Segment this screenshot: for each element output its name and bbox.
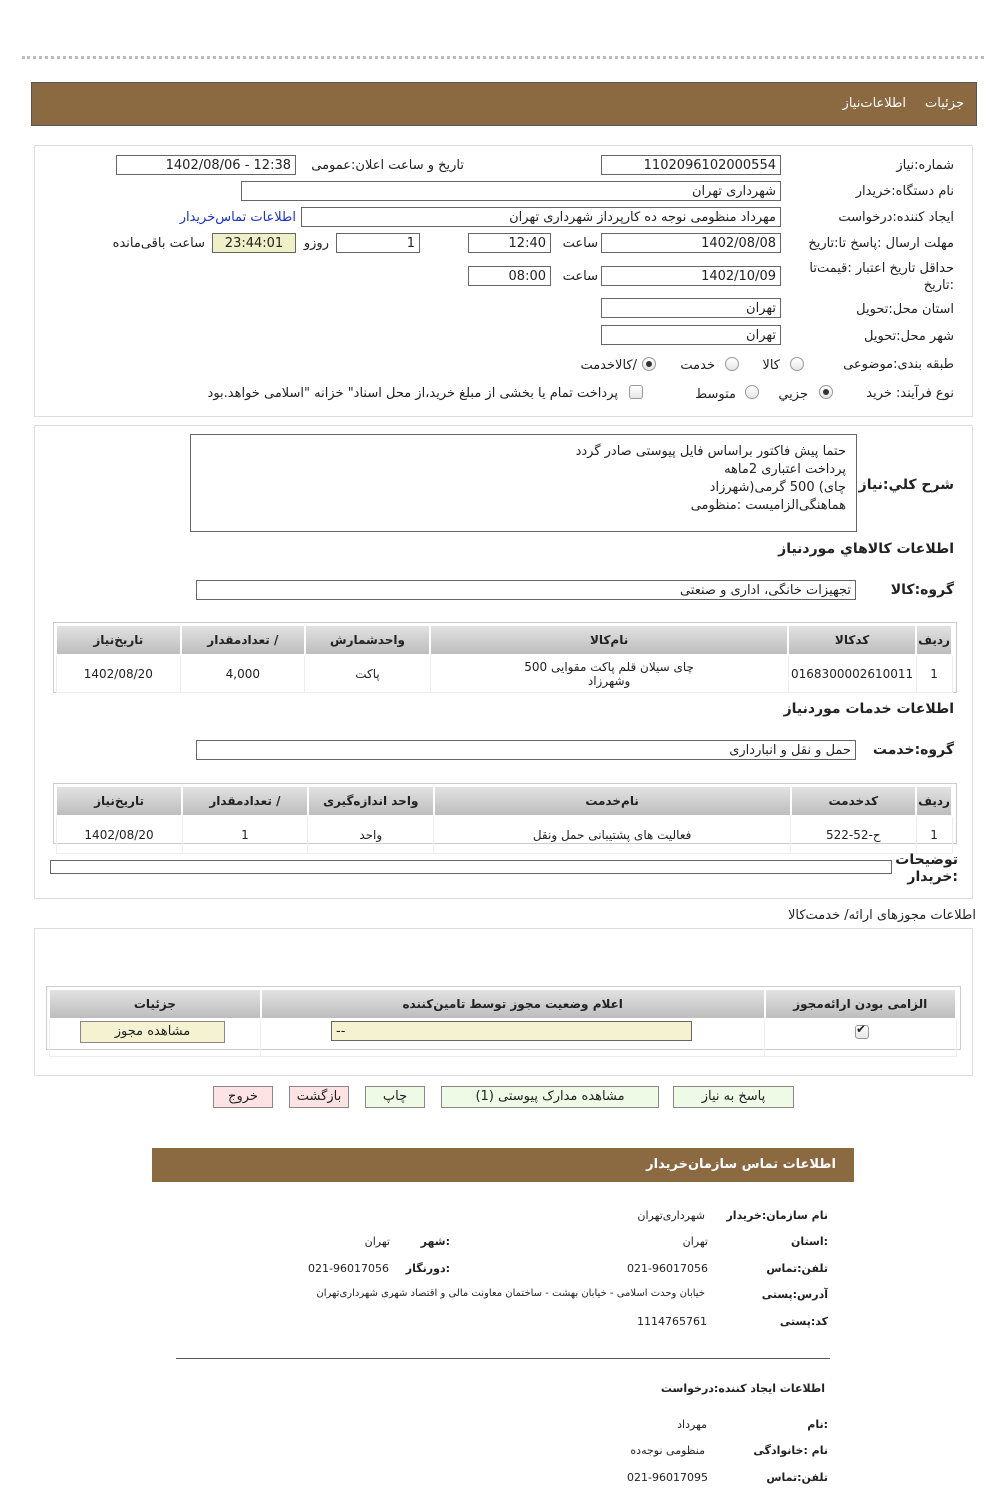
need-number-field: 1102096102000554 — [601, 155, 781, 175]
attachments-button[interactable]: مشاهده مدارک پیوستی (1) — [441, 1086, 659, 1108]
province-contact-value: تهران — [682, 1235, 708, 1248]
process-partial-label: جزیي — [778, 387, 808, 402]
family-value: منظومی نوجه‌ده — [630, 1444, 705, 1457]
city-contact-value: تهران — [364, 1235, 390, 1248]
table-row — [56, 655, 952, 693]
services-group-label: گروه:خدمت — [872, 742, 954, 758]
city-field: تهران — [601, 325, 781, 345]
col-row: ردیف — [916, 786, 952, 816]
cell-row: 1 — [916, 655, 952, 693]
cell-date: 1402/08/20 — [56, 816, 182, 854]
fax-label: :دورنگار — [405, 1262, 450, 1275]
goods-section-title: اطلاعات کالاهاي موردنیاز — [778, 541, 954, 557]
col-date: تاریخ‌نیاز — [56, 786, 182, 816]
description-box — [190, 434, 857, 532]
city-contact-label: :شهر — [420, 1235, 450, 1248]
description-line: هماهنگی‌الزامیست :منظومی — [690, 498, 846, 513]
category-service-radio[interactable] — [725, 357, 739, 371]
services-section-title: اطلاعات خدمات موردنیاز — [783, 701, 954, 717]
reply-button[interactable]: پاسخ به نیاز — [673, 1086, 794, 1108]
buyer-notes-field — [50, 860, 892, 874]
goods-table — [55, 624, 953, 693]
deadline-date-field: 1402/08/08 — [601, 233, 781, 253]
permits-table-header — [49, 989, 956, 1019]
cell-name: فعالیت های پشتیبانی حمل ونقل — [434, 816, 791, 854]
cell-name: چای سیلان قلم پاکت مقوایی 500 وشهرزاد — [430, 655, 788, 693]
process-partial-radio[interactable] — [819, 385, 833, 399]
org-value: شهرداری‌تهران — [637, 1209, 705, 1222]
deadline-label: مهلت ارسال :پاسخ تا:تاریخ — [808, 236, 954, 251]
days-label: روزو — [303, 236, 329, 251]
remaining-time-field: 23:44:01 — [212, 233, 296, 253]
creator-field: مهرداد منظومی نوجه ده کارپرداز شهرداری تهران — [301, 207, 781, 227]
col-name: نام‌کالا — [430, 625, 788, 655]
address-label: آدرس:پستی — [761, 1288, 828, 1301]
view-permit-button[interactable]: مشاهده مجوز — [80, 1021, 225, 1043]
contact-title: اطلاعات تماس سازمان‌خریدار — [646, 1157, 836, 1172]
need-number-label: شماره:نیاز — [896, 158, 954, 173]
validity-time-label: ساعت — [562, 269, 598, 284]
family-label: نام :خانوادگی — [753, 1444, 828, 1457]
treasury-payment-note: پرداخت تمام یا بخشی از مبلغ خرید،از محل اسناد" خزانه "اسلامی خواهد.بود — [207, 386, 618, 401]
category-both-label: /کالاخدمت — [580, 358, 637, 373]
category-label: طبقه بندی:موضوعی — [843, 357, 954, 372]
postal-label: کد:پستی — [779, 1315, 828, 1328]
services-table — [55, 785, 953, 854]
cell-qty: 1 — [182, 816, 308, 854]
process-medium-label: متوسط — [695, 387, 736, 402]
creator-phone-value: 021-96017095 — [627, 1471, 708, 1484]
breadcrumb-details[interactable]: جزئیات — [925, 96, 964, 111]
goods-group-field: تجهیزات خانگی، اداری و صنعتی — [196, 580, 856, 600]
buyer-notes-label-2: :خریدار — [907, 869, 958, 885]
cell-unit: واحد — [308, 816, 434, 854]
validity-date-field: 1402/10/09 — [601, 266, 781, 286]
postal-value: 1114765761 — [637, 1315, 707, 1328]
print-button[interactable]: چاپ — [365, 1086, 425, 1108]
col-required: الزامی بودن ارائه‌مجوز — [765, 989, 957, 1019]
col-code: کدخدمت — [791, 786, 916, 816]
top-divider — [22, 56, 984, 59]
description-label: شرح کلي:نیاز — [858, 477, 954, 493]
category-goods-radio[interactable] — [790, 357, 804, 371]
cell-qty: 4,000 — [181, 655, 305, 693]
goods-table-header — [56, 625, 952, 655]
category-service-label: خدمت — [680, 358, 715, 373]
col-date: تاریخ‌نیاز — [56, 625, 181, 655]
creator-label: ایجاد کننده:درخواست — [838, 210, 954, 225]
announce-label: تاریخ و ساعت اعلان:عمومی — [311, 158, 464, 173]
validity-label-2: :تاریخ — [923, 278, 954, 293]
validity-label: حداقل تاریخ اعتبار :قیمت‌تا — [809, 261, 954, 276]
table-row — [56, 816, 952, 854]
phone-value: 021-96017056 — [627, 1262, 708, 1275]
services-group-field: حمل و نقل و انبارداری — [196, 740, 856, 760]
permits-title: اطلاعات مجوزهای ارائه/ خدمت‌کالا — [787, 908, 976, 923]
buyer-field: شهرداری تهران — [241, 181, 781, 201]
deadline-time-field: 12:40 — [468, 233, 551, 253]
days-field: 1 — [336, 233, 420, 253]
goods-group-label: گروه:کالا — [890, 582, 954, 598]
contact-header — [152, 1148, 854, 1182]
description-line: پرداخت اعتباری 2ماهه — [724, 462, 846, 477]
org-label: نام سازمان:خریدار — [726, 1209, 828, 1222]
fax-value: 021-96017056 — [308, 1262, 389, 1275]
buyer-label: نام دستگاه:خریدار — [855, 184, 954, 199]
col-qty: / تعدادمقدار — [181, 625, 305, 655]
col-qty: / تعدادمقدار — [182, 786, 308, 816]
province-contact-label: :استان — [791, 1235, 828, 1248]
services-table-header — [56, 786, 952, 816]
process-medium-radio[interactable] — [745, 385, 759, 399]
city-label: شهر محل:تحویل — [864, 329, 954, 344]
page-header — [31, 82, 977, 126]
cell-unit: پاکت — [305, 655, 430, 693]
name-label: :نام — [807, 1418, 828, 1431]
category-goods-label: کالا — [762, 358, 780, 373]
address-value: خیابان وحدت اسلامی - خیابان بهشت - ساختمان معاونت مالی و اقتصاد شهری شهرداری‌تهران — [316, 1288, 705, 1299]
back-button[interactable]: بازگشت — [289, 1086, 349, 1108]
exit-button[interactable]: خروج — [213, 1086, 273, 1108]
cell-code: ح-52-522 — [791, 816, 916, 854]
process-label: نوع فرآیند: خرید — [866, 386, 954, 401]
cell-date: 1402/08/20 — [56, 655, 181, 693]
treasury-payment-checkbox[interactable] — [629, 385, 643, 399]
col-code: کدکالا — [788, 625, 916, 655]
contact-divider — [176, 1358, 830, 1359]
breadcrumb-info[interactable]: اطلاعات‌نیاز — [842, 96, 906, 111]
col-details: جزئیات — [49, 989, 261, 1019]
col-name: نام‌خدمت — [434, 786, 791, 816]
category-both-radio[interactable] — [642, 357, 656, 371]
cell-code: 0168300002610011 — [788, 655, 916, 693]
check-icon: ✔ — [856, 1022, 867, 1036]
province-label: استان محل:تحویل — [856, 302, 954, 317]
buyer-contact-link[interactable]: اطلاعات تماس‌خریدار — [179, 210, 296, 225]
phone-label: تلفن:تماس — [766, 1262, 828, 1275]
validity-time-field: 08:00 — [468, 266, 551, 286]
creator-phone-label: تلفن:تماس — [766, 1471, 828, 1484]
permit-status-field: -- — [331, 1021, 692, 1041]
col-unit: واحد اندازه‌گیری — [308, 786, 434, 816]
col-unit: واحدشمارش — [305, 625, 430, 655]
buyer-notes-label: توضیحات — [895, 852, 958, 868]
description-line: چای) 500 گرمی(شهرزاد — [709, 480, 846, 495]
creator-info-title: اطلاعات ایجاد کننده:درخواست — [660, 1382, 825, 1395]
province-field: تهران — [601, 298, 781, 318]
col-status: اعلام وضعیت مجوز توسط تامین‌کننده — [261, 989, 765, 1019]
deadline-time-label: ساعت — [562, 236, 598, 251]
cell-row: 1 — [916, 816, 952, 854]
description-line: حتما پیش فاکتور براساس فایل پیوستی صادر گردد — [575, 444, 846, 459]
announce-field: 1402/08/06 - 12:38 — [116, 155, 296, 175]
name-value: مهرداد — [677, 1418, 707, 1431]
remaining-label: ساعت باقی‌مانده — [112, 236, 205, 251]
col-row: ردیف — [916, 625, 952, 655]
